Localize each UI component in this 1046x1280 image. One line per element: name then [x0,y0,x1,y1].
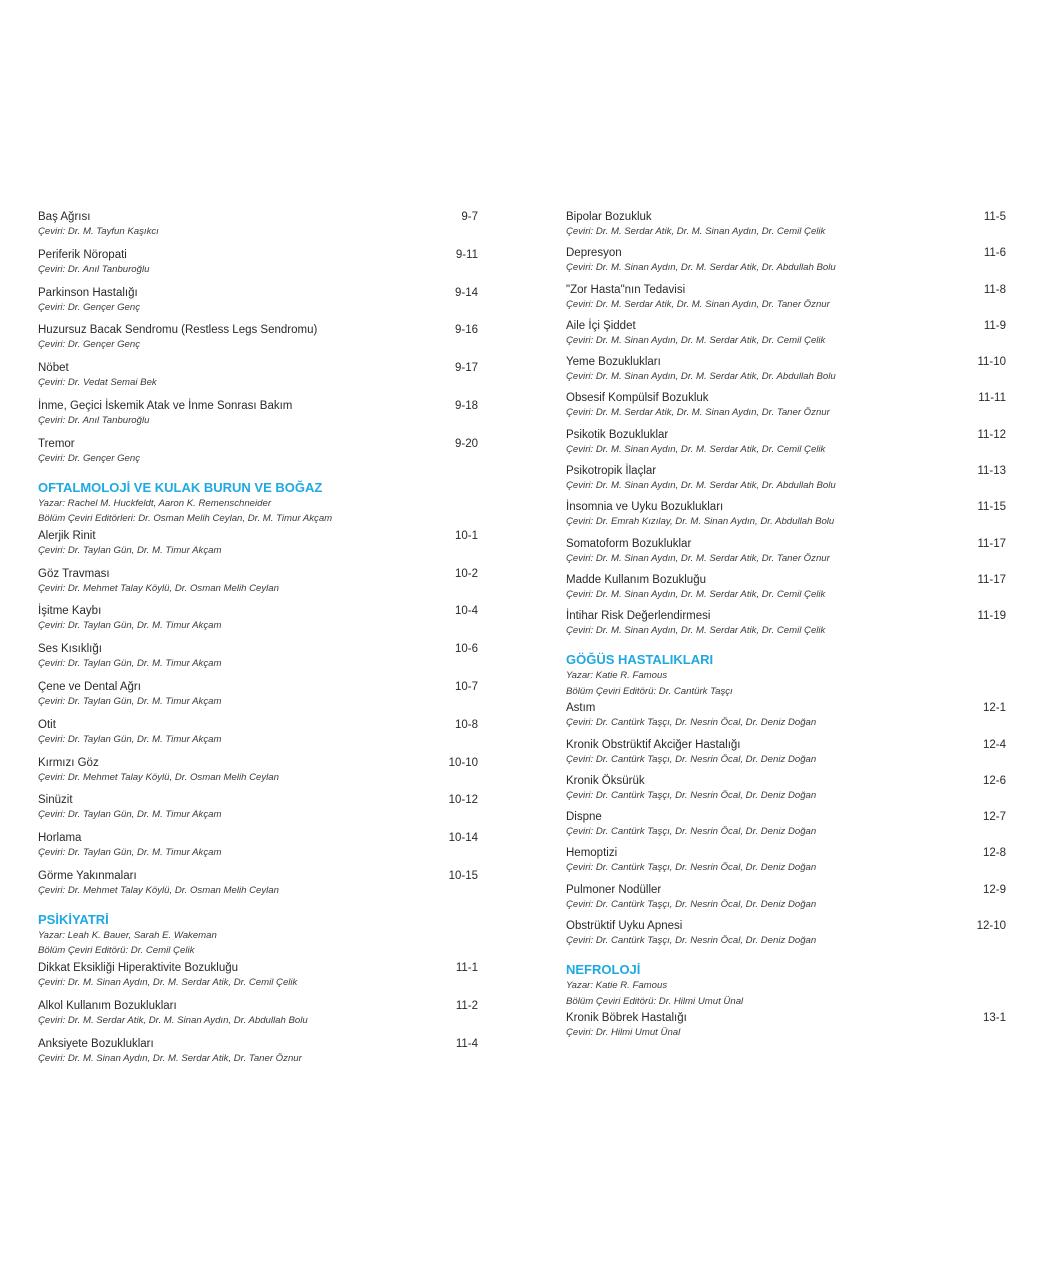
toc-entry-title[interactable]: Kronik Öksürük [566,774,645,787]
toc-entry-translator: Çeviri: Dr. Mehmet Talay Köylü, Dr. Osman Melih Ceylan [38,884,279,896]
toc-entry [38,756,478,784]
toc-entry-translator: Çeviri: Dr. Cantürk Taşçı, Dr. Nesrin Öcal, Dr. Deniz Doğan [566,862,817,874]
section-header [38,911,478,959]
toc-entry-title[interactable]: Parkinson Hastalığı [38,286,138,299]
toc-entry-translator: Çeviri: Dr. M. Sinan Aydın, Dr. M. Serdar Atik, Dr. Taner Öznur [566,552,830,564]
toc-entry-translator: Çeviri: Dr. Taylan Gün, Dr. M. Timur Akçam [38,809,222,821]
toc-entry-page[interactable]: 11-11 [978,392,1006,405]
toc-entry [38,999,478,1027]
toc-entry-page[interactable]: 11-5 [983,211,1006,223]
toc-entry-translator: Çeviri: Dr. M. Serdar Atik, Dr. M. Sinan Aydın, Dr. Taner Öznur [566,298,830,310]
toc-entry [38,718,478,746]
toc-entry-page[interactable]: 11-17 [977,573,1006,586]
toc-entry-page[interactable]: 9-14 [454,286,478,299]
toc-entry-title[interactable]: Alerjik Rinit [38,529,96,542]
toc-entry [566,428,1006,456]
toc-entry [38,529,478,557]
toc-entry-translator: Çeviri: Dr. Gençer Genç [38,452,141,464]
toc-entry-translator: Çeviri: Dr. M. Sinan Aydın, Dr. M. Serdar Atik, Dr. Abdullah Bolu [566,480,836,492]
toc-entry-title[interactable]: İşitme Kaybı [38,605,102,618]
toc-entry-translator: Çeviri: Dr. Cantürk Taşçı, Dr. Nesrin Öcal, Dr. Deniz Doğan [566,717,817,729]
toc-entry-translator: Çeviri: Dr. Cantürk Taşçı, Dr. Nesrin Öcal, Dr. Deniz Doğan [566,898,817,910]
toc-entry-title[interactable]: Görme Yakınmaları [38,869,137,882]
toc-entry [38,248,478,276]
toc-entry [566,738,1006,766]
toc-entry-translator: Çeviri: Dr. M. Serdar Atik, Dr. M. Sinan Aydın, Dr. Abdullah Bolu [38,1014,308,1026]
toc-entry-title[interactable]: Alkol Kullanım Bozuklukları [38,999,177,1012]
toc-entry-page[interactable]: 12-9 [982,883,1006,896]
toc-entry [38,437,478,465]
toc-entry-translator: Çeviri: Dr. Vedat Semai Bek [38,377,157,389]
toc-entry-translator: Çeviri: Dr. M. Sinan Aydın, Dr. M. Serdar Atik, Dr. Taner Öznur [38,1052,302,1064]
toc-entry-translator: Çeviri: Dr. M. Sinan Aydın, Dr. M. Serdar Atik, Dr. Cemil Çelik [566,443,826,455]
section-title: GÖĞÜS HASTALIKLARI [566,652,714,668]
toc-entry [38,793,478,821]
toc-entry-title[interactable]: Pulmoner Nodüller [566,883,662,896]
toc-entry [38,642,478,670]
toc-entry [38,399,478,427]
toc-entry [38,286,478,314]
toc-entry-page[interactable]: 9-18 [454,399,478,412]
toc-entry-page[interactable]: 11-6 [983,247,1006,260]
section-title: OFTALMOLOJİ VE KULAK BURUN VE BOĞAZ [38,479,323,495]
section-header [566,961,1006,1009]
toc-entry-title[interactable]: İnme, Geçici İskemik Atak ve İnme Sonrası Bakım [38,399,293,412]
toc-entry-title[interactable]: Periferik Nöropati [38,248,127,261]
toc-entry-title[interactable]: Madde Kullanım Bozukluğu [566,573,706,586]
toc-entry [566,391,1006,419]
toc-entry-page[interactable]: 12-7 [982,811,1006,824]
toc-entry-translator: Çeviri: Dr. Taylan Gün, Dr. M. Timur Akçam [38,544,222,556]
toc-entry-title[interactable]: Anksiyete Bozuklukları [38,1037,154,1050]
toc-entry-translator: Çeviri: Dr. M. Sinan Aydın, Dr. M. Serdar Atik, Dr. Abdullah Bolu [566,371,836,383]
toc-entry-translator: Çeviri: Dr. Mehmet Talay Köylü, Dr. Osman Melih Ceylan [38,582,279,594]
toc-entry-page[interactable]: 12-6 [982,774,1006,787]
toc-entry-translator: Çeviri: Dr. Emrah Kızılay, Dr. M. Sinan Aydın, Dr. Abdullah Bolu [566,516,835,528]
toc-entry [566,774,1006,802]
toc-entry-translator: Çeviri: Dr. Taylan Gün, Dr. M. Timur Akçam [38,658,222,670]
toc-entry-page[interactable]: 11-17 [977,537,1006,550]
toc-entry-translator: Çeviri: Dr. Mehmet Talay Köylü, Dr. Osman Melih Ceylan [38,771,279,783]
toc-entry [566,537,1006,565]
toc-entry-translator: Çeviri: Dr. Cantürk Taşçı, Dr. Nesrin Öcal, Dr. Deniz Doğan [566,789,817,801]
toc-entry-translator: Çeviri: Dr. Cantürk Taşçı, Dr. Nesrin Öcal, Dr. Deniz Doğan [566,935,817,947]
toc-entry [38,680,478,708]
toc-entry-title[interactable]: Hemoptizi [566,847,618,860]
toc-entry-translator: Çeviri: Dr. M. Sinan Aydın, Dr. M. Serdar Atik, Dr. Cemil Çelik [38,976,298,988]
toc-entry-page[interactable]: 9-11 [455,248,478,261]
toc-entry-page[interactable]: 11-13 [977,465,1006,478]
toc-entry-title[interactable]: Dikkat Eksikliği Hiperaktivite Bozukluğu [38,961,239,974]
section-header [566,651,1006,699]
toc-entry-page[interactable]: 9-20 [454,437,478,450]
toc-entry [38,1037,478,1065]
toc-entry-title[interactable]: Depresyon [566,247,622,260]
toc-entry-title[interactable]: Obsesif Kompülsif Bozukluk [566,392,709,405]
toc-entry [566,355,1006,383]
toc-entry-title[interactable]: Horlama [38,832,82,845]
toc-entry-translator: Çeviri: Dr. Anıl Tanburoğlu [38,263,150,275]
toc-entry-page[interactable]: 9-17 [454,362,478,375]
toc-entry-page[interactable]: 11-2 [455,999,478,1012]
toc-entry-title[interactable]: "Zor Hasta"nın Tedavisi [566,283,686,296]
toc-entry-page[interactable]: 11-12 [977,428,1006,441]
toc-entry-page[interactable]: 12-4 [982,738,1006,751]
toc-entry-page[interactable]: 11-15 [977,501,1006,514]
toc-entry [566,319,1006,347]
toc-entry-page[interactable]: 13-1 [982,1012,1006,1025]
toc-entry [566,500,1006,528]
toc-entry [566,609,1006,637]
toc-entry-page[interactable]: 10-2 [454,567,478,580]
toc-entry-translator: Çeviri: Dr. M. Sinan Aydın, Dr. M. Serdar Atik, Dr. Cemil Çelik [566,588,826,600]
toc-entry-translator: Çeviri: Dr. Gençer Genç [38,301,141,313]
toc-entry [566,919,1006,947]
section-author: Yazar: Katie R. Famous [566,670,668,682]
toc-entry-title[interactable]: Tremor [38,437,75,450]
toc-entry-title[interactable]: Somatoform Bozukluklar [566,537,692,550]
toc-entry-title[interactable]: Ses Kısıklığı [38,643,102,656]
toc-entry-title[interactable]: Dispne [566,811,602,824]
toc-entry-title[interactable]: Otit [38,718,56,731]
toc-entry-translator: Çeviri: Dr. Anıl Tanburoğlu [38,414,150,426]
toc-entry-translator: Çeviri: Dr. M. Serdar Atik, Dr. M. Sinan Aydın, Dr. Cemil Çelik [566,226,826,237]
toc-entry-translator: Çeviri: Dr. M. Sinan Aydın, Dr. M. Serdar Atik, Dr. Cemil Çelik [566,334,826,346]
toc-entry-page[interactable]: 10-4 [454,605,478,618]
toc-entry-title[interactable]: Sinüzit [38,794,73,807]
section-editor: Bölüm Çeviri Editörü: Dr. Cantürk Taşçı [566,685,733,697]
toc-entry-title[interactable]: Göz Travması [38,567,110,580]
section-title: NEFROLOJİ [566,962,641,978]
toc-entry-page[interactable]: 10-1 [454,529,478,542]
toc-entry-translator: Çeviri: Dr. M. Sinan Aydın, Dr. M. Serdar Atik, Dr. Cemil Çelik [566,625,826,637]
toc-entry [566,846,1006,874]
toc-entry-page[interactable]: 11-4 [455,1037,478,1050]
section-author: Yazar: Leah K. Bauer, Sarah E. Wakeman [38,929,217,941]
toc-entry [566,573,1006,601]
toc-entry-page[interactable]: 11-8 [983,283,1006,296]
toc-entry-translator: Çeviri: Dr. Cantürk Taşçı, Dr. Nesrin Öcal, Dr. Deniz Doğan [566,826,817,838]
toc-entry-translator: Çeviri: Dr. Gençer Genç [38,339,141,351]
toc-entry-page[interactable]: 11-19 [977,610,1006,623]
toc-entry [566,810,1006,838]
toc-entry-title[interactable]: Bipolar Bozukluk [566,211,652,223]
section-author: Yazar: Katie R. Famous [566,980,668,992]
toc-entry-page[interactable]: 10-7 [454,680,478,693]
toc-entry [38,831,478,859]
section-editor: Bölüm Çeviri Editörü: Dr. Hilmi Umut Ünal [566,995,744,1007]
toc-entry-title[interactable]: Aile İçi Şiddet [566,319,636,332]
section-header [38,479,478,527]
toc-entry [566,464,1006,492]
toc-entry-translator: Çeviri: Dr. Taylan Gün, Dr. M. Timur Akçam [38,695,222,707]
toc-entry-translator: Çeviri: Dr. M. Sinan Aydın, Dr. M. Serdar Atik, Dr. Abdullah Bolu [566,262,836,274]
toc-entry-title[interactable]: Baş Ağrısı [38,211,91,223]
toc-entry-translator: Çeviri: Dr. Taylan Gün, Dr. M. Timur Akçam [38,733,222,745]
section-editor: Bölüm Çeviri Editörleri: Dr. Osman Melih Ceylan, Dr. M. Timur Akçam [38,513,333,525]
toc-entry [566,1011,1006,1039]
section-title: PSİKİYATRİ [38,911,109,927]
toc-entry-page[interactable]: 12-8 [982,847,1006,860]
toc-entry-page[interactable]: 12-10 [976,920,1006,933]
toc-entry-title[interactable]: Astım [566,702,596,715]
toc-entry-title[interactable]: Kronik Obstrüktif Akciğer Hastalığı [566,738,741,751]
toc-entry [38,961,478,989]
section-author: Yazar: Rachel M. Huckfeldt, Aaron K. Remenschneider [38,497,272,509]
toc-entry-translator: Çeviri: Dr. Hilmi Umut Ünal [566,1027,681,1039]
toc-entry-translator: Çeviri: Dr. M. Tayfun Kaşıkcı [38,226,159,237]
toc-entry [566,283,1006,311]
toc-entry-page[interactable]: 11-10 [977,356,1006,369]
toc-entry-title[interactable]: Nöbet [38,362,69,375]
toc-entry-title[interactable]: İnsomnia ve Uyku Bozuklukları [566,501,724,514]
toc-entry-title[interactable]: Çene ve Dental Ağrı [38,680,141,693]
toc-entry-page[interactable]: 10-12 [448,794,478,807]
toc-entry-title[interactable]: Kronik Böbrek Hastalığı [566,1012,687,1025]
toc-entry-title[interactable]: Obstrüktif Uyku Apnesi [566,920,683,933]
toc-entry-translator: Çeviri: Dr. Taylan Gün, Dr. M. Timur Akçam [38,847,222,859]
toc-entry [38,361,478,389]
toc-right-column [566,210,1006,1047]
toc-entry-page[interactable]: 10-8 [454,718,478,731]
toc-entry [566,210,1006,238]
toc-entry [566,883,1006,911]
toc-left-column [38,210,478,1074]
toc-entry [38,567,478,595]
toc-entry-title[interactable]: Psikotik Bozukluklar [566,428,669,441]
toc-entry-translator: Çeviri: Dr. Taylan Gün, Dr. M. Timur Akçam [38,620,222,632]
toc-entry-page[interactable]: 10-15 [448,869,478,882]
toc-entry-title[interactable]: Kırmızı Göz [38,756,99,769]
toc-entry [566,701,1006,729]
toc-entry-title[interactable]: Psikotropik İlaçlar [566,465,657,478]
toc-entry-page[interactable]: 9-16 [454,324,478,337]
toc-entry-page[interactable]: 10-14 [448,832,478,845]
toc-entry-title[interactable]: İntihar Risk Değerlendirmesi [566,610,711,623]
toc-entry [38,869,478,897]
toc-entry-translator: Çeviri: Dr. Cantürk Taşçı, Dr. Nesrin Öcal, Dr. Deniz Doğan [566,753,817,765]
toc-entry-page[interactable]: 11-9 [983,319,1006,332]
toc-entry [38,210,478,238]
toc-entry [38,323,478,351]
toc-entry [566,246,1006,274]
toc-entry-page[interactable]: 12-1 [982,702,1006,715]
toc-entry-page[interactable]: 9-7 [461,211,478,223]
toc-entry [38,604,478,632]
toc-entry-page[interactable]: 10-10 [448,756,478,769]
toc-entry-page[interactable]: 11-1 [455,961,478,974]
toc-entry-title[interactable]: Huzursuz Bacak Sendromu (Restless Legs Sendromu) [38,324,318,337]
toc-entry-translator: Çeviri: Dr. M. Serdar Atik, Dr. M. Sinan Aydın, Dr. Taner Öznur [566,407,830,419]
section-editor: Bölüm Çeviri Editörü: Dr. Cemil Çelik [38,945,195,957]
toc-entry-title[interactable]: Yeme Bozuklukları [566,356,661,369]
toc-entry-page[interactable]: 10-6 [454,643,478,656]
